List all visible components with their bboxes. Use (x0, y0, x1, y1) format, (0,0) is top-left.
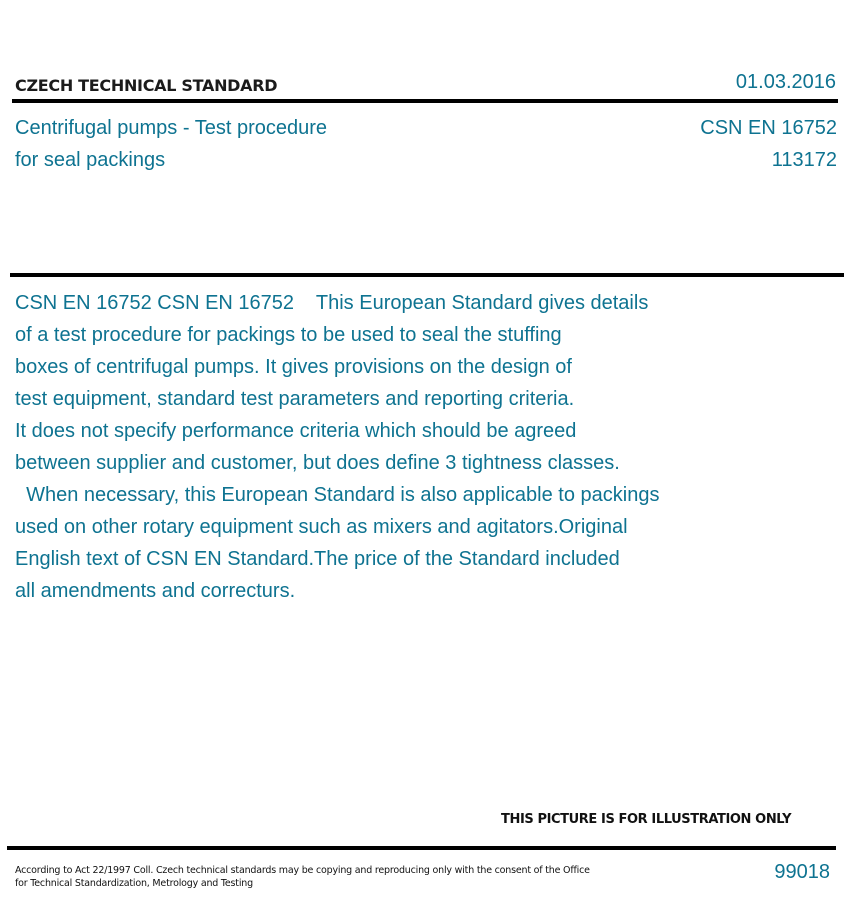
description-line: all amendments and correcturs. (15, 580, 296, 602)
subject-line-1: Centrifugal pumps - Test procedure (15, 117, 328, 139)
illustration-disclaimer: THIS PICTURE IS FOR ILLUSTRATION ONLY (501, 812, 792, 827)
legal-notice (15, 864, 590, 890)
publication-date: 01.03.2016 (735, 71, 836, 93)
price-group-code: 99018 (774, 861, 830, 883)
header-divider (12, 99, 838, 103)
description-line: used on other rotary equipment such as mixers and agitators.Original (15, 516, 628, 538)
description-line: English text of CSN EN Standard.The price of the Standard included (15, 548, 620, 570)
classification-number: 113172 (771, 149, 837, 171)
section-divider (10, 273, 844, 277)
description-line: between supplier and customer, but does define 3 tightness classes. (15, 452, 620, 474)
description-line: CSN EN 16752 CSN EN 16752 This European Standard gives details (15, 292, 649, 314)
description-line: It does not specify performance criteria which should be agreed (15, 420, 577, 442)
footer-divider (7, 846, 836, 850)
description-line: test equipment, standard test parameters and reporting criteria. (15, 388, 575, 410)
document-type-title: CZECH TECHNICAL STANDARD (15, 76, 278, 95)
legal-notice-line-2: for Technical Standardization, Metrology and Testing (15, 878, 253, 889)
legal-notice-line-1: According to Act 22/1997 Coll. Czech technical standards may be copying and reproducing only with the consent of the Office (15, 865, 590, 876)
standard-subject (15, 112, 435, 176)
description-line: boxes of centrifugal pumps. It gives provisions on the design of (15, 356, 572, 378)
standard-number: CSN EN 16752 (700, 117, 837, 139)
description-line: When necessary, this European Standard is also applicable to packings (15, 484, 660, 506)
subject-line-2: for seal packings (15, 149, 166, 171)
standard-codes (700, 112, 837, 176)
description-line: of a test procedure for packings to be used to seal the stuffing (15, 324, 562, 346)
standard-description (15, 287, 659, 607)
